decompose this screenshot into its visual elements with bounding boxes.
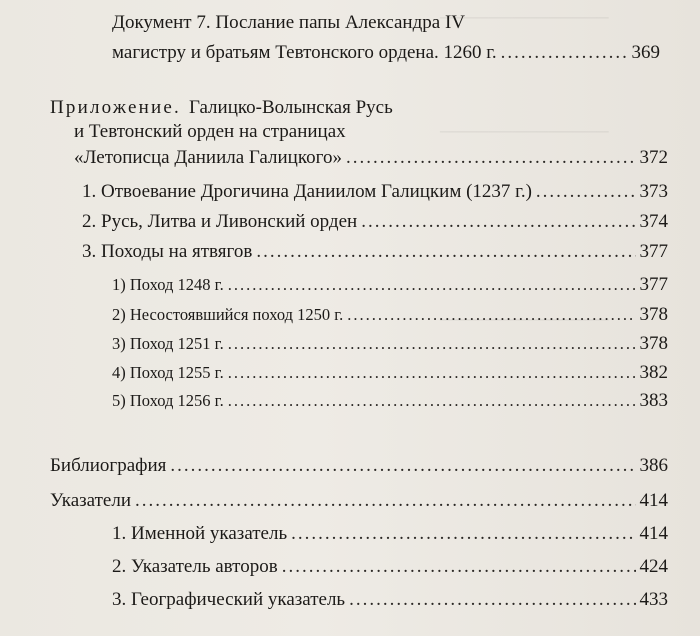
toc-section: [82, 241, 668, 263]
subsection-title: 2) Несостоявшийся поход 1250 г.: [112, 305, 344, 324]
dot-leader: [501, 42, 628, 64]
show-through-text: ──────────────: [440, 8, 609, 27]
subsection-title: 5) Поход 1256 г.: [112, 391, 224, 410]
subsection-title: 4) Поход 1255 г.: [112, 363, 224, 382]
toc-section: [82, 211, 668, 233]
subsection-title: 1) Поход 1248 г.: [112, 275, 224, 294]
page-number: 414: [639, 523, 668, 544]
toc-entry-title: Документ 7. Послание папы Александра IV: [112, 12, 466, 33]
dot-leader: [282, 556, 636, 578]
index-item-title: 1. Именной указатель: [112, 523, 288, 544]
dot-leader: [228, 333, 636, 355]
toc-indexes: [50, 490, 668, 512]
dot-leader: [228, 390, 636, 412]
toc-entry-document-7-cont: [112, 42, 660, 64]
page-number: 369: [631, 42, 660, 63]
toc-subsection: [112, 333, 668, 355]
section-title: 3. Походы на ятвягов: [82, 241, 253, 262]
dot-leader: [256, 241, 635, 263]
appendix-title: «Летописца Даниила Галицкого»: [74, 147, 342, 168]
toc-appendix-heading: [50, 97, 650, 119]
page-number: 378: [639, 333, 668, 354]
toc-appendix-heading-cont: [74, 121, 574, 143]
section-title: 2. Русь, Литва и Ливонский орден: [82, 211, 358, 232]
section-title: 1. Отвоевание Дрогичина Даниилом Галицким (1237 г.): [82, 181, 532, 202]
page-number: 373: [639, 181, 668, 202]
dot-leader: [536, 181, 636, 203]
toc-index-item: [112, 589, 668, 611]
appendix-title: Галицко-Волынская Русь: [188, 97, 393, 118]
dot-leader: [228, 274, 636, 296]
toc-subsection: [112, 390, 668, 412]
toc-subsection: [112, 274, 668, 296]
page-number: 433: [639, 589, 668, 610]
toc-entry-title: магистру и братьям Тевтонского ордена. 1260 г.: [112, 42, 497, 63]
dot-leader: [349, 589, 635, 611]
dot-leader: [291, 523, 635, 545]
show-through-text: ──────────────: [440, 310, 609, 329]
toc-index-item: [112, 523, 668, 545]
page-number: 378: [639, 304, 668, 325]
toc-index-item: [112, 556, 668, 578]
toc-subsection: [112, 304, 668, 326]
bibliography-title: Библиография: [50, 455, 167, 476]
dot-leader: [135, 490, 636, 512]
dot-leader: [361, 211, 635, 233]
toc-bibliography: [50, 455, 668, 477]
dot-leader: [347, 304, 635, 326]
indexes-title: Указатели: [50, 490, 131, 511]
toc-subsection: [112, 362, 668, 384]
page-number: 377: [639, 241, 668, 262]
page-number: 372: [639, 147, 668, 168]
show-through-text: ──────────────: [440, 122, 609, 141]
index-item-title: 2. Указатель авторов: [112, 556, 278, 577]
appendix-title: и Тевтонский орден на страницах: [74, 121, 346, 142]
index-item-title: 3. Географический указатель: [112, 589, 346, 610]
page-number: 383: [639, 390, 668, 411]
page-number: 377: [639, 274, 668, 295]
page-number: 386: [639, 455, 668, 476]
appendix-label: Приложение.: [50, 97, 181, 118]
dot-leader: [346, 147, 636, 169]
toc-appendix-heading-cont: [74, 147, 668, 169]
subsection-title: 3) Поход 1251 г.: [112, 334, 224, 353]
page-number: 374: [639, 211, 668, 232]
dot-leader: [170, 455, 635, 477]
page-number: 414: [639, 490, 668, 511]
toc-entry-document-7: [112, 12, 552, 34]
page-number: 424: [639, 556, 668, 577]
dot-leader: [228, 362, 636, 384]
page-number: 382: [639, 362, 668, 383]
toc-section: [82, 181, 668, 203]
